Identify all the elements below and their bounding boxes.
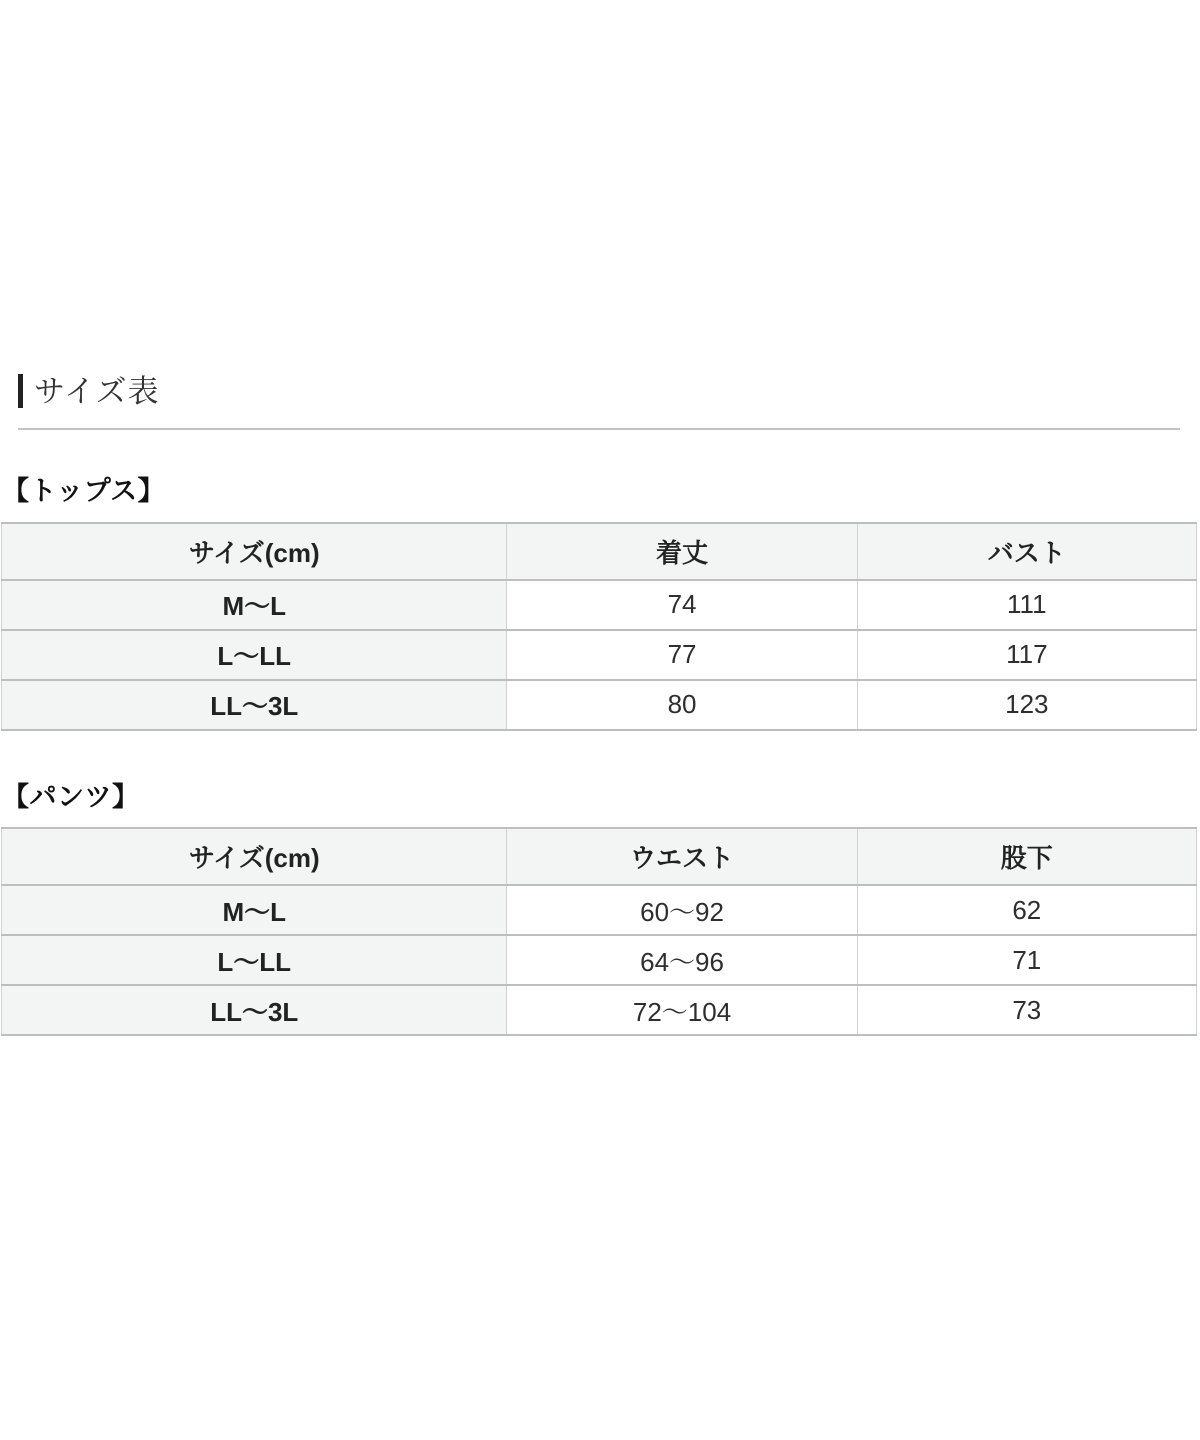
tops-column-header-size: サイズ(cm) — [2, 523, 507, 580]
value-cell: 62 — [857, 885, 1196, 935]
pants-column-header-waist: ウエスト — [507, 828, 857, 885]
tops-header-row — [2, 523, 1197, 580]
value-cell: 60〜92 — [507, 885, 857, 935]
pants-section-heading: 【パンツ】 — [2, 781, 140, 812]
title-divider — [18, 428, 1180, 430]
row-size-cell: M〜L — [2, 580, 507, 630]
row-size-cell: M〜L — [2, 885, 507, 935]
title-accent-bar — [18, 374, 23, 408]
value-cell: 64〜96 — [507, 935, 857, 985]
value-cell: 74 — [507, 580, 857, 630]
value-cell: 71 — [857, 935, 1196, 985]
tops-section-heading: 【トップス】 — [2, 476, 166, 506]
row-size-cell: LL〜3L — [2, 985, 507, 1035]
section-title-row — [18, 370, 1200, 412]
table-row — [2, 885, 1197, 935]
value-cell: 117 — [857, 630, 1196, 680]
tops-size-table — [1, 522, 1197, 731]
table-row — [2, 630, 1197, 680]
row-size-cell: L〜LL — [2, 935, 507, 985]
value-cell: 72〜104 — [507, 985, 857, 1035]
row-size-cell: LL〜3L — [2, 680, 507, 730]
row-size-cell: L〜LL — [2, 630, 507, 680]
page-title: サイズ表 — [34, 373, 160, 409]
table-row — [2, 580, 1197, 630]
value-cell: 73 — [857, 985, 1196, 1035]
pants-header-row — [2, 828, 1197, 885]
tops-column-header-bust: バスト — [857, 523, 1196, 580]
table-row — [2, 680, 1197, 730]
pants-size-table — [1, 827, 1197, 1036]
value-cell: 123 — [857, 680, 1196, 730]
value-cell: 77 — [507, 630, 857, 680]
tops-column-header-length: 着丈 — [507, 523, 857, 580]
value-cell: 111 — [857, 580, 1196, 630]
pants-column-header-size: サイズ(cm) — [2, 828, 507, 885]
table-row — [2, 935, 1197, 985]
table-row — [2, 985, 1197, 1035]
value-cell: 80 — [507, 680, 857, 730]
title-block — [0, 0, 1200, 430]
pants-column-header-inseam: 股下 — [857, 828, 1196, 885]
